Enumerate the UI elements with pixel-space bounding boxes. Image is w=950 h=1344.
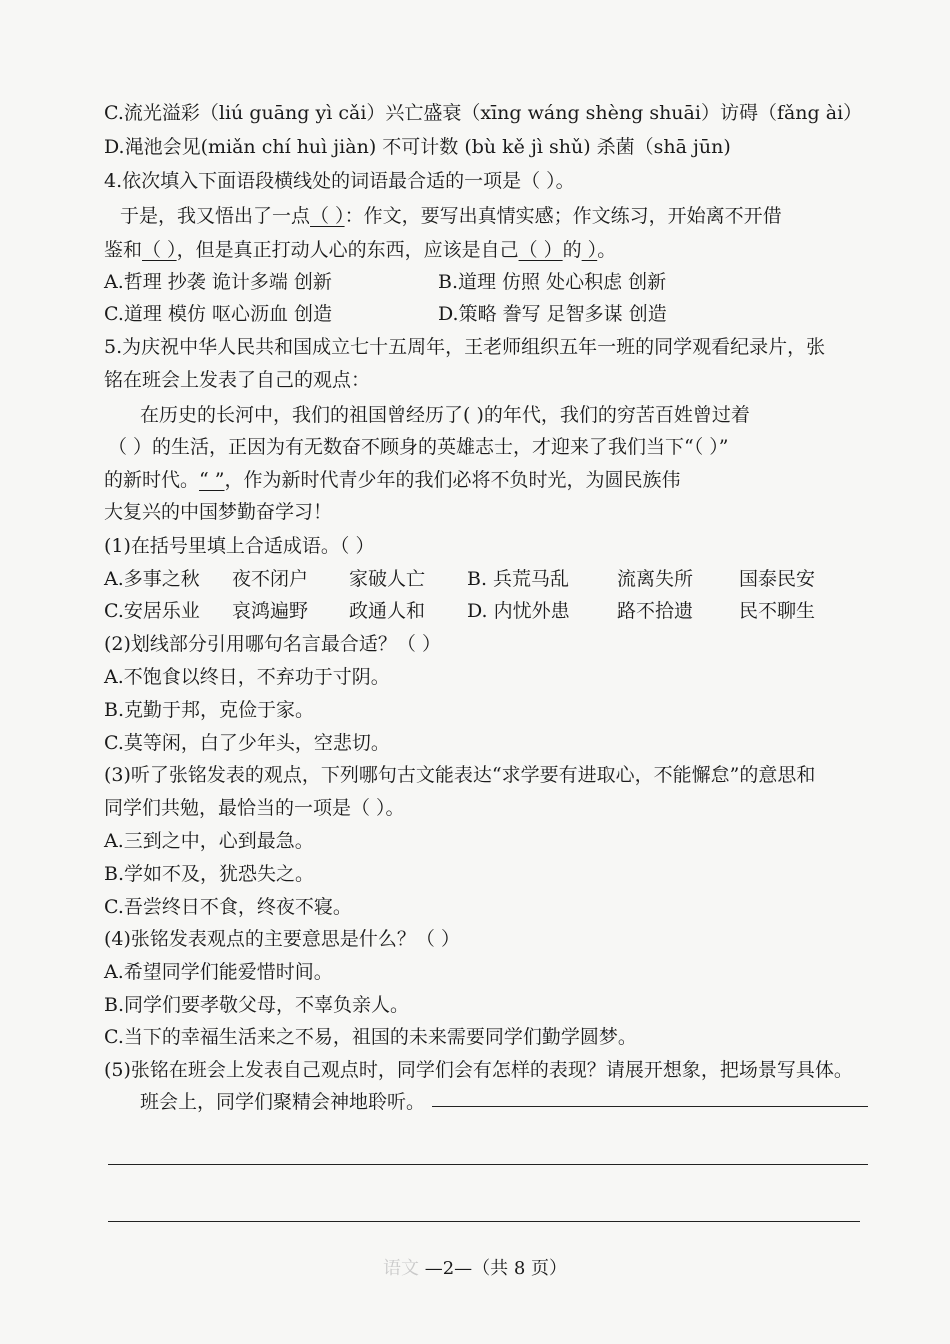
q5-sub1-idiom: 流离失所 [617, 568, 694, 590]
q5-sub1-option-a[interactable]: A.多事之秋 [104, 568, 200, 590]
q3-option-c: C.流光溢彩（liú guāng yì cǎi）兴亡盛衰（xīng wáng shèng shuāi）访碍（fǎng ài） [104, 102, 863, 124]
q5-sub2-option-a[interactable]: A.不饱食以终日，不弃功于寸阴。 [104, 666, 390, 688]
q5-sub4-option-b[interactable]: B.同学们要孝敬父母，不辜负亲人。 [104, 994, 410, 1016]
q4-passage-text: 。 [597, 239, 617, 261]
q4-blank-1[interactable]: （ ） [310, 205, 345, 227]
q5-stem-line-2: 铭在班会上发表了自己的观点： [104, 369, 371, 391]
q5-sub5-lead: 班会上，同学们聚精会神地聆听。 [140, 1091, 426, 1113]
answer-line[interactable] [108, 1221, 860, 1222]
q5-sub1-option-c[interactable]: C.安居乐业 [104, 600, 200, 622]
answer-line[interactable] [432, 1106, 868, 1107]
q5-sub1-idiom: 国泰民安 [739, 568, 816, 590]
q5-passage-text: ，作为新时代青少年的我们必将不负时光，为圆民族伟 [224, 469, 681, 491]
q5-sub4-option-a[interactable]: A.希望同学们能爱惜时间。 [104, 961, 333, 983]
q5-stem-line-1: 5.为庆祝中华人民共和国成立七十五周年，王老师组织五年一班的同学观看纪录片，张 [104, 336, 826, 358]
q5-passage-line-2: （ ）的生活，正因为有无数奋不顾身的英雄志士，才迎来了我们当下“（ ）” [108, 436, 729, 458]
q5-sub3-stem-line-1: (3)听了张铭发表的观点，下列哪句古文能表达“求学要有进取心，不能懈怠”的意思和 [104, 764, 816, 786]
q5-underlined-quote-blank[interactable]: “ ” [199, 469, 225, 491]
q4-option-b[interactable]: B.道理 仿照 处心积虑 创新 [438, 271, 667, 293]
q5-sub1-idiom: 夜不闭户 [232, 568, 309, 590]
q4-options-row-1 [104, 269, 666, 295]
q5-sub2-stem: (2)划线部分引用哪句名言最合适？（ ） [104, 633, 441, 655]
q3-option-d: D.渑池会见(miǎn chí huì jiàn) 不可计数 (bù kě jì shǔ) 杀菌（shā jūn) [104, 136, 731, 158]
answer-line[interactable] [108, 1164, 868, 1165]
q5-sub1-idiom: 民不聊生 [739, 600, 816, 622]
q5-sub1-idiom: 路不拾遗 [617, 600, 694, 622]
q4-passage-text: 于是，我又悟出了一点 [120, 205, 311, 227]
q4-passage-text: ：作文，要写出真情实感；作文练习，开始离不开借 [344, 205, 782, 227]
q4-options-row-2 [104, 301, 667, 327]
q4-blank-3[interactable]: （ ） [518, 239, 563, 261]
q4-passage-text: 的 [562, 239, 582, 261]
page-number: —2—（共 8 页） [424, 1258, 568, 1279]
q5-sub2-option-b[interactable]: B.克勤于邦，克俭于家。 [104, 699, 315, 721]
q4-stem: 4.依次填入下面语段横线处的词语最合适的一项是（ ）。 [104, 170, 575, 192]
q4-option-d[interactable]: D.策略 誊写 足智多谋 创造 [438, 303, 667, 325]
q5-sub2-option-c[interactable]: C.莫等闲，白了少年头，空悲切。 [104, 732, 390, 754]
q5-sub4-stem: (4)张铭发表观点的主要意思是什么？（ ） [104, 928, 460, 950]
q5-sub1-stem: (1)在括号里填上合适成语。（ ） [104, 535, 375, 557]
q4-blank-4[interactable]: ） [581, 239, 598, 261]
q5-sub1-idiom: 哀鸿遍野 [232, 600, 309, 622]
q4-option-c[interactable]: C.道理 模仿 呕心沥血 创造 [104, 303, 333, 325]
q5-sub1-idiom: 政通人和 [349, 600, 426, 622]
q5-passage-line-4: 大复兴的中国梦勤奋学习！ [104, 501, 333, 523]
q5-sub3-option-b[interactable]: B.学如不及，犹恐失之。 [104, 863, 315, 885]
q5-sub1-row-1 [104, 566, 815, 592]
q5-sub5-stem: (5)张铭在班会上发表自己观点时，同学们会有怎样的表现？请展开想象，把场景写具体。 [104, 1059, 853, 1081]
q5-sub1-option-d[interactable]: D. 内忧外患 [467, 600, 570, 622]
q4-passage-line-2 [104, 237, 616, 263]
q5-sub4-option-c[interactable]: C.当下的幸福生活来之不易，祖国的未来需要同学们勤学圆梦。 [104, 1026, 637, 1048]
q5-sub3-option-a[interactable]: A.三到之中，心到最急。 [104, 830, 314, 852]
q4-option-a[interactable]: A.哲理 抄袭 诡计多端 创新 [104, 271, 332, 293]
q4-blank-2[interactable]: （ ） [142, 239, 177, 261]
q4-passage-text: ，但是真正打动人心的东西，应该是自己 [176, 239, 519, 261]
q5-sub3-stem-line-2: 同学们共勉，最恰当的一项是（ ）。 [104, 797, 405, 819]
q5-passage-line-1: 在历史的长河中，我们的祖国曾经历了( )的年代，我们的穷苦百姓曾过着 [140, 404, 750, 426]
q5-sub3-option-c[interactable]: C.吾尝终日不食，终夜不寝。 [104, 896, 352, 918]
footer-subject: 语文 [382, 1258, 419, 1279]
q5-passage-text: 的新时代。 [104, 469, 200, 491]
q5-passage-line-3 [104, 467, 681, 493]
q5-sub1-idiom: 家破人亡 [349, 568, 426, 590]
q5-sub1-row-2 [104, 598, 815, 624]
q4-passage-line-1 [120, 203, 782, 229]
q4-passage-text: 鉴和 [104, 239, 143, 261]
page-footer [0, 1256, 950, 1282]
q5-sub1-option-b[interactable]: B. 兵荒马乱 [467, 568, 570, 590]
